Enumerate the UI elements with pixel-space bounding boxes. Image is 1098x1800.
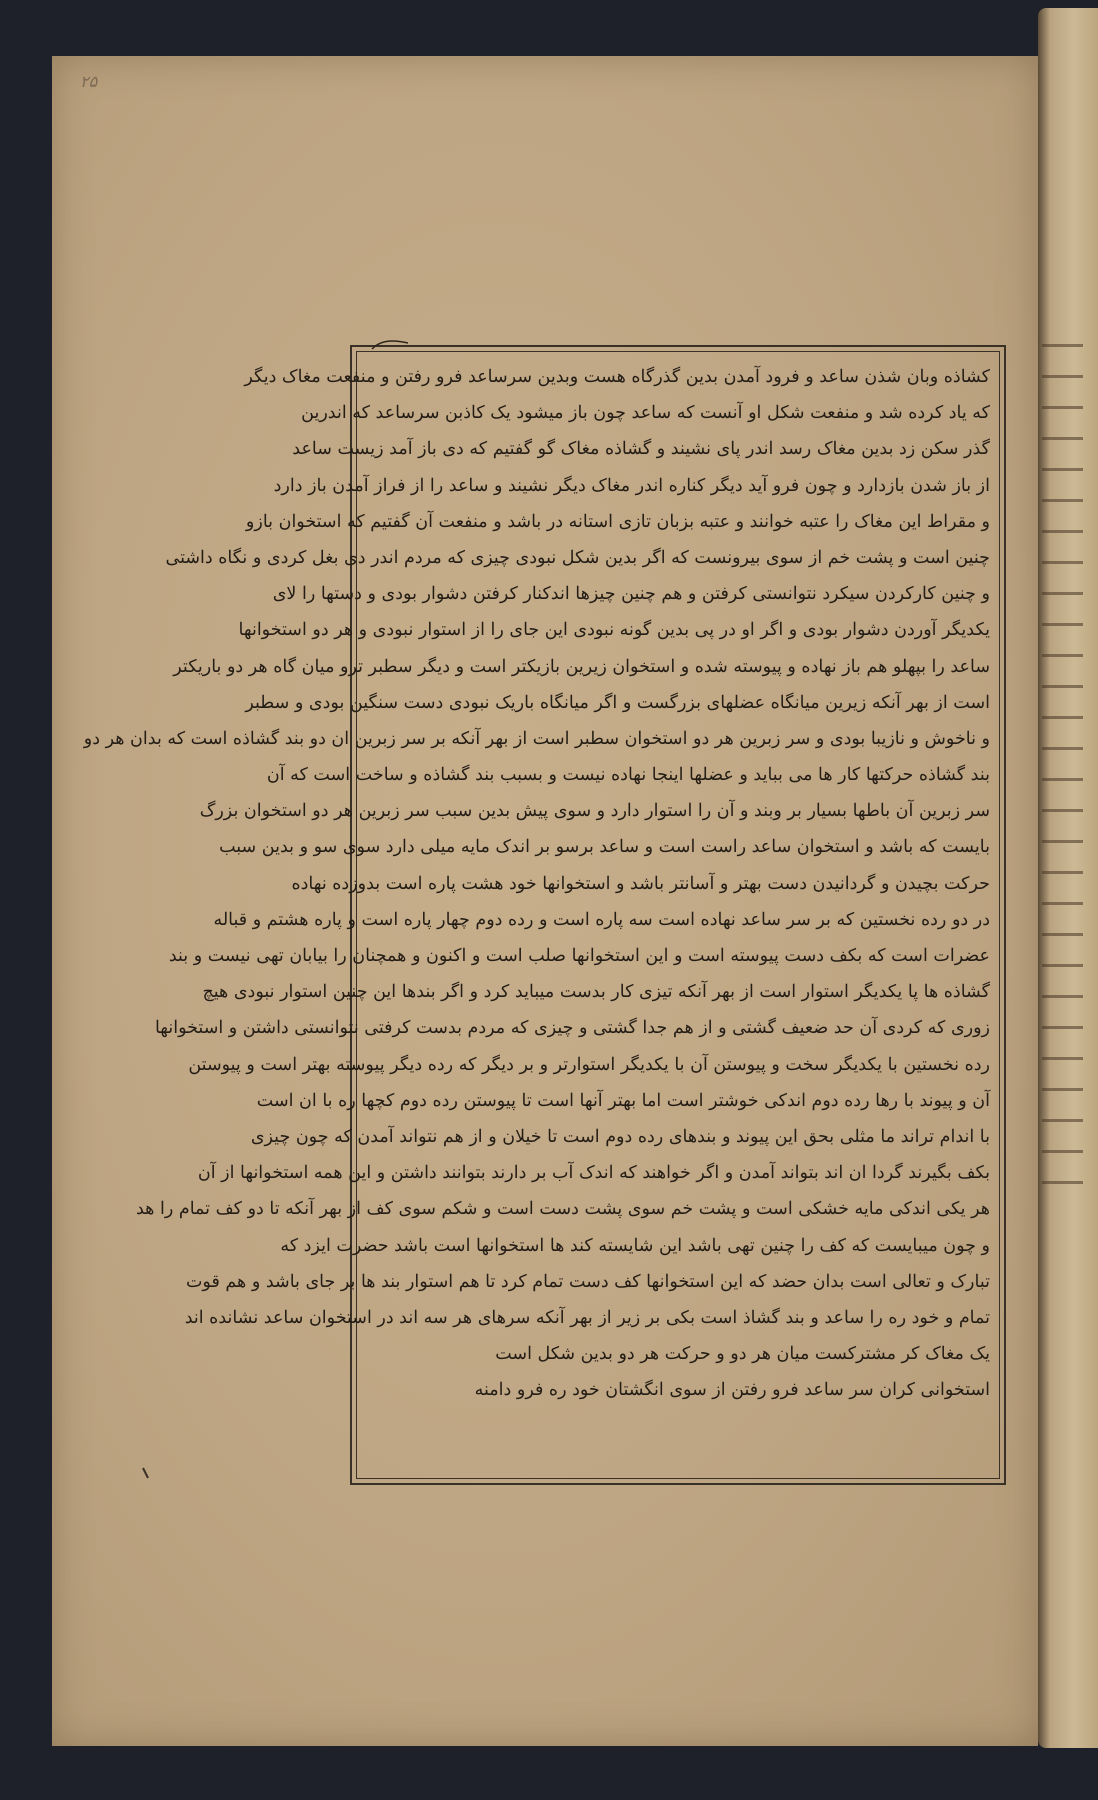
text-line: و چون میبایست که کف را چنین تهی باشد این شایسته کند ها استخوانها است باشد حضرت ایزد که <box>280 1235 990 1256</box>
text-line: و مقراط این مغاک را عتبه خوانند و عتبه بزبان تازی استانه در باشد و منفعت آن گفتیم که استخوان بازو <box>245 511 990 532</box>
text-line: ساعد را بپهلو هم باز نهاده و پیوسته شده و استخوان زیرین بازیکتر است و دیگر سطبر ترو میان گاه هر دو باریکتر <box>173 656 990 677</box>
ink-mark-icon <box>140 1466 152 1480</box>
facing-page-text <box>1042 330 1083 1190</box>
text-line: هر یکی اندکی مایه خشکی است و پشت خم سوی پشت دست است و شکم سوی کف از بهر آنکه تا دو کف تمام را هد <box>136 1199 990 1220</box>
text-line: از باز شدن بازدارد و چون فرو آید دیگر کناره اندر مغاک دیگر نشیند و ساعد را از فراز آمدن باز دارد <box>273 475 990 496</box>
text-line: کشاذه وبان شذن ساعد و فرود آمدن بدین گذرگاه هست وبدین سرساعد فرو رفتن و منفعت مغاک دیگر <box>244 367 990 387</box>
text-line: با اندام تراند ما مثلی بحق این پیوند و بندهای رده دوم است تا خیلان و از هم نتواند آمدن که چون چیزی <box>250 1126 990 1147</box>
text-line: یک مغاک کر مشترکست میان هر دو و حرکت هر دو بدین شکل است <box>495 1344 990 1365</box>
text-line: تمام و خود ره را ساعد و بند گشاذ است بکی بر زیر از بهر آنکه سرهای هر سه اند در استخوان ساعد نشانده اند <box>184 1307 990 1328</box>
text-frame <box>83 345 1006 1485</box>
text-line: که یاد کرده شد و منفعت شکل او آنست که ساعد چون باز میشود یک کاذبن سرساعد که اندرین <box>301 403 990 424</box>
page-number: ۲۵ <box>80 72 98 91</box>
text-line: حرکت بچیدن و گردانیدن دست بهتر و آسانتر باشد و استخوانها خود هشت پاره است بدوزده نهاده <box>291 873 990 894</box>
text-line: و ناخوش و نازیبا بودی و سر زبرین هر دو استخوان سطبر است از بهر آنکه بر سر زبرین ان دو بند گشاذه است که بدان هر دو <box>83 728 990 749</box>
text-line: آن و پیوند با رها رده دوم اندکی خوشتر است اما بهتر آنها است تا پیوستن رده دوم کچها ره با ان است <box>256 1090 990 1111</box>
text-line: چنین است و پشت خم از سوی بیرونست که اگر بدین شکل نبودی چیزی که مردم اندر دی بغل کردی و نگاه داشتی <box>165 547 990 568</box>
text-line: و چنین کارکردن سیکرد نتوانستی کرفتن و هم چنین چیزها اندکنار کرفتن دشوار بودی و دستها را لای <box>272 584 990 605</box>
text-line: است از بهر آنکه زیرین میانگاه عضلهای بزرگست و اگر میانگاه باریک نبودی دست سنگین بودی و سطبر <box>245 692 990 713</box>
pen-flourish-icon <box>370 337 410 351</box>
text-line: در دو رده نخستین که بر سر ساعد نهاده است سه پاره است و رده دوم چهار پاره است و پاره هشتم و قباله <box>213 909 990 930</box>
text-block <box>83 359 990 1471</box>
text-line: زوری که کردی آن حد ضعیف گشتی و از هم جدا گشتی و چیزی که مردم بدست کرفتی نتوانستی داشتن و استخوانها <box>154 1018 990 1039</box>
text-line: بند گشاذه حرکتها کار ها می بباید و عضلها اینجا نهاده نیست و بسبب بند گشاذه و ساخت است که آن <box>266 765 990 786</box>
text-line: تبارک و تعالی است بدان حضد که این استخوانها کف دست تمام کرد تا هم استوار بند ها بر جای باشد و هم قوت <box>185 1271 990 1292</box>
text-line: گشاذه ها پا یکدیگر استوار است از بهر آنکه تیزی کار بدست میباید کرد و اگر بندها این چنین استوار نبودی هیچ <box>202 982 990 1003</box>
text-line: بایست که باشد و استخوان ساعد راست است و ساعد برسو بر اندک مایه میلی دارد سوی سو و بدین سبب <box>219 837 990 858</box>
text-line: یکدیگر آوردن دشوار بودی و اگر او در پی بدین گونه نبودی این جای را از استوار نبودی و هر دو استخوانها <box>238 620 990 641</box>
text-line: استخوانی کران سر ساعد فرو رفتن از سوی انگشتان خود ره فرو دامنه <box>474 1380 990 1401</box>
text-line: بکف بگیرند گردا ان اند بتواند آمدن و اگر خواهند که اندک آب بر دارند بتوانند داشتن و این همه استخوانها از آن <box>197 1163 990 1184</box>
text-line: رده نخستین با یکدیگر سخت و پیوستن آن با یکدیگر استوارتر و بر دیگر که رده دیگر پیوسته بهتر است و پیوستن <box>188 1054 990 1075</box>
text-line: عضرات است که بکف دست پیوسته است و این استخوانها صلب است و اکنون و همچنان را بیابان تهی نیست و بند <box>168 946 990 966</box>
text-line: گذر سکن زد بدین مغاک رسد اندر پای نشیند و گشاذه مغاک گو گفتیم که دی باز آمد زیست ساعد <box>292 439 990 460</box>
text-line: سر زبرین آن باطها بسیار بر وبند و آن را استوار دارد و سوی پیش بدین سبب سر زبرین هر دو استخوان بزرگ <box>199 801 990 822</box>
